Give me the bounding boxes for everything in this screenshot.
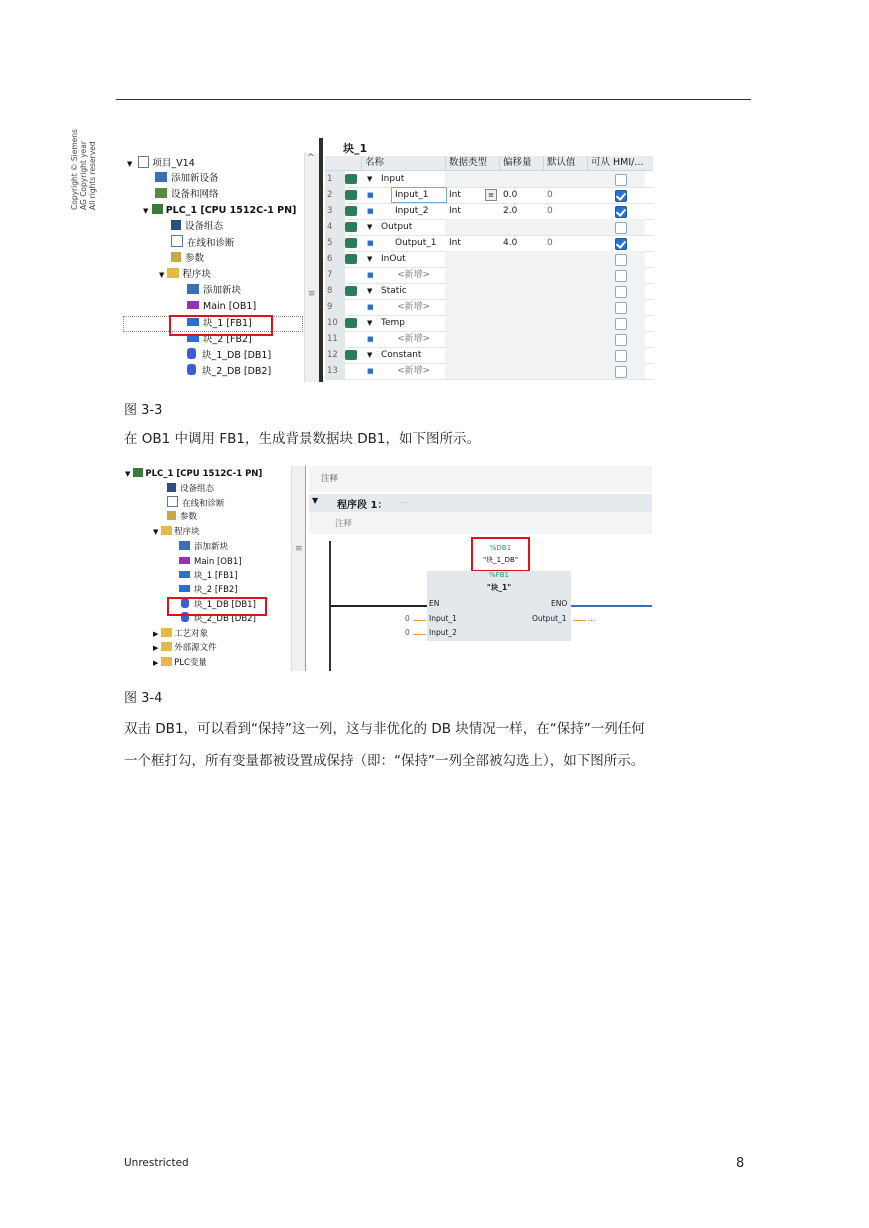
tree-item-devices-networks[interactable] bbox=[155, 187, 219, 202]
tree-item-parameters[interactable] bbox=[171, 251, 204, 266]
var-type[interactable]: Int bbox=[449, 190, 461, 200]
var-name[interactable]: Output bbox=[381, 222, 413, 232]
expand-arrow-icon[interactable]: ▼ bbox=[143, 207, 149, 215]
var-default[interactable]: 0 bbox=[547, 206, 553, 216]
var-name[interactable]: Static bbox=[381, 286, 407, 296]
figure-caption: 图 3-4 bbox=[124, 691, 163, 706]
tree-item-label: Main [OB1] bbox=[194, 557, 242, 567]
tree-item-add-block[interactable] bbox=[187, 283, 241, 298]
fb-address: %FB1 bbox=[489, 571, 509, 579]
var-name[interactable]: <新增> bbox=[397, 270, 431, 280]
tree-item-label: 设备组态 bbox=[180, 484, 215, 494]
expand-arrow-icon[interactable]: ▼ bbox=[125, 470, 131, 478]
instance-db-name[interactable]: "块_1_DB" bbox=[482, 556, 519, 564]
interface-section-icon bbox=[345, 238, 357, 248]
tree-item-label: 块_2_DB [DB2] bbox=[194, 614, 256, 624]
output-1-value[interactable]: ... bbox=[588, 614, 596, 623]
expand-arrow-icon[interactable]: ▼ bbox=[367, 319, 373, 327]
var-type[interactable]: Int bbox=[449, 206, 461, 216]
plc-icon bbox=[133, 468, 143, 477]
var-name[interactable]: Output_1 bbox=[395, 238, 437, 248]
tree-item-label: 块_1_DB [DB1] bbox=[194, 600, 256, 610]
network-title-placeholder[interactable]: .... bbox=[399, 496, 410, 505]
bullet-icon: ■ bbox=[367, 191, 374, 199]
bullet-icon: ■ bbox=[367, 335, 374, 343]
folder-icon bbox=[161, 628, 172, 637]
tree-item-label: 块_2_DB [DB2] bbox=[202, 366, 272, 377]
highlight-box bbox=[169, 315, 273, 336]
var-name[interactable]: <新增> bbox=[397, 334, 431, 344]
expand-arrow-icon[interactable]: ▼ bbox=[367, 223, 373, 231]
page-number: 8 bbox=[736, 1156, 745, 1171]
input-2-value[interactable]: 0 bbox=[405, 628, 410, 637]
tree-root[interactable] bbox=[127, 156, 195, 171]
interface-section-icon bbox=[345, 190, 357, 200]
tree-item-label: PLC_1 [CPU 1512C-1 PN] bbox=[145, 469, 263, 479]
tree-item-parameters[interactable] bbox=[167, 510, 197, 524]
tree-item-plc[interactable] bbox=[143, 203, 296, 218]
rung-line-out bbox=[571, 605, 652, 607]
interface-section-icon bbox=[345, 174, 357, 184]
expand-arrow-icon[interactable]: ▼ bbox=[367, 175, 373, 183]
table-row[interactable] bbox=[325, 363, 653, 380]
tree-item-db1[interactable] bbox=[187, 348, 271, 363]
table-row[interactable] bbox=[325, 299, 653, 316]
input-1-value[interactable]: 0 bbox=[405, 614, 410, 623]
copyright-line: Copyright © Siemens bbox=[70, 129, 79, 210]
tree-item-online-diag[interactable] bbox=[167, 496, 225, 510]
tree-item-main-ob1[interactable] bbox=[179, 555, 242, 569]
input-2-pin: Input_2 bbox=[429, 628, 457, 637]
table-row[interactable] bbox=[325, 315, 653, 332]
network-comment-area bbox=[309, 512, 652, 534]
col-header-name[interactable]: 名称 bbox=[361, 156, 449, 170]
en-pin: EN bbox=[429, 599, 440, 608]
var-type[interactable]: Int bbox=[449, 238, 461, 248]
table-row[interactable] bbox=[325, 203, 653, 220]
add-block-icon bbox=[179, 541, 190, 550]
table-row[interactable] bbox=[325, 283, 653, 300]
tree-item-label: 外部源文件 bbox=[174, 643, 217, 653]
tree-item-online-diag[interactable] bbox=[171, 235, 235, 250]
tree-item-label: PLC_1 [CPU 1512C-1 PN] bbox=[165, 205, 297, 216]
hmi-accessible-checkbox[interactable] bbox=[615, 222, 627, 234]
tree-root-label: 项目_V14 bbox=[152, 158, 195, 169]
row-number: 2 bbox=[325, 187, 345, 203]
tree-scrollbar[interactable] bbox=[304, 153, 319, 382]
row-number: 6 bbox=[325, 251, 345, 267]
diagnostics-icon bbox=[167, 496, 178, 507]
add-device-icon bbox=[155, 172, 167, 182]
row-number: 10 bbox=[325, 315, 345, 331]
header-rule bbox=[116, 99, 751, 100]
hmi-accessible-checkbox[interactable] bbox=[615, 286, 627, 298]
pane-divider[interactable] bbox=[319, 138, 323, 382]
hmi-accessible-checkbox[interactable] bbox=[615, 366, 627, 378]
device-config-icon bbox=[167, 483, 176, 492]
col-header-hmi[interactable]: 可从 HMI/... bbox=[587, 156, 653, 170]
tree-item-label: 块_1_DB [DB1] bbox=[202, 350, 272, 361]
var-name[interactable]: Temp bbox=[381, 318, 405, 328]
block-interface-table bbox=[325, 138, 653, 382]
wire-input-1 bbox=[413, 620, 426, 621]
tree-item-label: 添加新块 bbox=[203, 285, 242, 296]
hmi-accessible-checkbox[interactable] bbox=[615, 270, 627, 282]
row-number: 1 bbox=[325, 171, 345, 187]
folder-icon bbox=[167, 268, 179, 278]
ob-block-icon bbox=[187, 301, 199, 309]
folder-icon bbox=[161, 526, 172, 535]
scroll-up-icon[interactable]: ^ bbox=[307, 153, 315, 163]
project-tree bbox=[123, 466, 295, 671]
tree-item-label: 在线和诊断 bbox=[187, 238, 235, 249]
var-name[interactable]: <新增> bbox=[397, 302, 431, 312]
tree-item-external-sources[interactable] bbox=[153, 641, 217, 655]
eno-pin: ENO bbox=[551, 599, 568, 608]
ob-block-icon bbox=[179, 557, 190, 564]
var-name[interactable]: Constant bbox=[381, 350, 422, 360]
hmi-accessible-checkbox[interactable] bbox=[615, 206, 627, 218]
table-row[interactable] bbox=[325, 235, 653, 252]
row-number: 13 bbox=[325, 363, 345, 379]
tree-item-device-config[interactable] bbox=[167, 482, 214, 496]
device-config-icon bbox=[171, 220, 181, 230]
tree-item-label: 设备组态 bbox=[185, 221, 224, 232]
bullet-icon: ■ bbox=[367, 239, 374, 247]
tree-item-main-ob1[interactable] bbox=[187, 299, 256, 314]
hmi-accessible-checkbox[interactable] bbox=[615, 190, 627, 202]
parameters-icon bbox=[167, 511, 176, 520]
expand-arrow-icon[interactable]: ▼ bbox=[367, 255, 373, 263]
tree-item-plc-tags[interactable] bbox=[153, 656, 207, 670]
expand-arrow-icon[interactable]: ▼ bbox=[153, 528, 159, 536]
wire-output-1 bbox=[573, 620, 585, 621]
figure-caption: 图 3-3 bbox=[124, 403, 163, 418]
interface-section-icon bbox=[345, 318, 357, 328]
var-offset: 2.0 bbox=[503, 206, 518, 216]
var-name[interactable]: <新增> bbox=[397, 366, 431, 376]
wire-input-2 bbox=[413, 634, 426, 635]
block-title: 块_1 bbox=[343, 142, 368, 155]
hmi-accessible-checkbox[interactable] bbox=[615, 350, 627, 362]
expand-arrow-icon[interactable]: ▼ bbox=[127, 160, 133, 168]
hmi-accessible-checkbox[interactable] bbox=[615, 318, 627, 330]
folder-icon bbox=[161, 657, 172, 666]
tree-item-label: 添加新设备 bbox=[171, 173, 219, 184]
var-offset: 0.0 bbox=[503, 190, 518, 200]
tree-item-program-blocks[interactable] bbox=[159, 267, 211, 282]
interface-section-icon bbox=[345, 206, 357, 216]
tree-item-label: 参数 bbox=[180, 512, 198, 522]
project-tree bbox=[123, 138, 318, 382]
tree-item-label: 块_1 [FB1] bbox=[203, 318, 252, 329]
fb-block-icon bbox=[179, 585, 190, 592]
instance-db-address: %DB1 bbox=[489, 544, 512, 552]
var-default[interactable]: 0 bbox=[547, 238, 553, 248]
comment-label[interactable]: 注释 bbox=[321, 474, 339, 484]
hmi-accessible-checkbox[interactable] bbox=[615, 254, 627, 266]
project-icon bbox=[138, 156, 149, 168]
tree-item-plc[interactable] bbox=[125, 467, 262, 481]
tree-item-db2[interactable] bbox=[187, 364, 271, 379]
copyright-line: All rights reserved bbox=[88, 141, 97, 210]
var-name[interactable]: Input bbox=[381, 174, 405, 184]
tree-item-label: 块_2 [FB2] bbox=[194, 585, 238, 595]
tree-item-label: 程序块 bbox=[182, 269, 211, 280]
expand-arrow-icon[interactable]: ▶ bbox=[153, 659, 159, 667]
interface-section-icon bbox=[345, 222, 357, 232]
table-row[interactable] bbox=[325, 251, 653, 268]
bullet-icon: ■ bbox=[367, 207, 374, 215]
plc-icon bbox=[152, 204, 163, 214]
classification-label: Unrestricted bbox=[124, 1157, 189, 1169]
copyright-notice bbox=[70, 129, 97, 210]
paragraph-line: 双击 DB1，可以看到“保持”这一列，这与非优化的 DB 块情况一样，在“保持”一列任何 bbox=[124, 721, 645, 737]
tree-item-label: 块_2 [FB2] bbox=[203, 334, 252, 345]
pane-divider bbox=[305, 466, 306, 671]
row-number: 3 bbox=[325, 203, 345, 219]
expand-arrow-icon[interactable]: ▶ bbox=[153, 644, 159, 652]
output-1-pin: Output_1 bbox=[532, 614, 567, 623]
tree-item-label: 设备和网络 bbox=[171, 189, 219, 200]
var-name[interactable]: Input_1 bbox=[395, 190, 429, 200]
tree-item-label: 工艺对象 bbox=[174, 629, 209, 639]
col-header-default[interactable]: 默认值 bbox=[543, 156, 587, 170]
expand-arrow-icon[interactable]: ▶ bbox=[153, 630, 159, 638]
table-row[interactable] bbox=[325, 347, 653, 364]
figure-3-3 bbox=[123, 138, 653, 382]
diagnostics-icon bbox=[171, 235, 183, 247]
tree-item-tech-objects[interactable] bbox=[153, 627, 208, 641]
tree-item-fb1[interactable] bbox=[179, 569, 238, 583]
add-block-icon bbox=[187, 284, 199, 294]
fb-block-icon bbox=[179, 571, 190, 578]
table-row[interactable] bbox=[325, 267, 653, 284]
paragraph: 在 OB1 中调用 FB1，生成背景数据块 DB1，如下图所示。 bbox=[124, 431, 481, 447]
tree-item-label: Main [OB1] bbox=[203, 301, 257, 312]
folder-icon bbox=[161, 642, 172, 651]
row-number: 11 bbox=[325, 331, 345, 347]
row-number: 8 bbox=[325, 283, 345, 299]
expand-arrow-icon[interactable]: ▼ bbox=[367, 351, 373, 359]
tree-item-label: 程序块 bbox=[174, 527, 200, 537]
parameters-icon bbox=[171, 252, 181, 262]
bullet-icon: ■ bbox=[367, 303, 374, 311]
interface-section-icon bbox=[345, 286, 357, 296]
table-row[interactable] bbox=[325, 171, 653, 188]
var-name[interactable]: Input_2 bbox=[395, 206, 429, 216]
collapse-arrow-icon[interactable]: ▼ bbox=[312, 496, 319, 505]
table-header bbox=[325, 156, 653, 171]
copyright-line: AG Copyright year bbox=[79, 141, 88, 210]
tree-item-label: PLC变量 bbox=[174, 658, 207, 668]
block-comment-area bbox=[309, 466, 652, 492]
tree-scrollbar[interactable] bbox=[291, 466, 306, 671]
network-title: 程序段 1： bbox=[337, 500, 388, 511]
hmi-accessible-checkbox[interactable] bbox=[615, 238, 627, 250]
hmi-accessible-checkbox[interactable] bbox=[615, 334, 627, 346]
interface-section-icon bbox=[345, 254, 357, 264]
highlight-box bbox=[167, 597, 267, 616]
tree-item-device-config[interactable] bbox=[171, 219, 223, 234]
row-number: 4 bbox=[325, 219, 345, 235]
input-1-pin: Input_1 bbox=[429, 614, 457, 623]
tree-item-add-block[interactable] bbox=[179, 540, 228, 554]
expand-arrow-icon[interactable]: ▼ bbox=[159, 271, 165, 279]
tree-item-label: 添加新块 bbox=[194, 542, 229, 552]
row-number: 5 bbox=[325, 235, 345, 251]
hmi-accessible-checkbox[interactable] bbox=[615, 302, 627, 314]
row-number: 9 bbox=[325, 299, 345, 315]
interface-section-icon bbox=[345, 350, 357, 360]
var-name[interactable]: InOut bbox=[381, 254, 406, 264]
cell-edit-focus[interactable] bbox=[391, 187, 447, 203]
tree-item-label: 块_1 [FB1] bbox=[194, 571, 238, 581]
paragraph-line: 一个框打勾，所有变量都被设置成保持（即：“保持”一列全部被勾选上），如下图所示。 bbox=[124, 753, 645, 769]
tree-item-add-device[interactable] bbox=[155, 171, 219, 186]
db-block-icon bbox=[187, 348, 196, 359]
tree-item-label: 在线和诊断 bbox=[182, 499, 225, 509]
tree-item-program-blocks[interactable] bbox=[153, 525, 200, 539]
splitter-grip-icon[interactable]: ≡ bbox=[308, 289, 316, 299]
table-row[interactable] bbox=[325, 331, 653, 348]
comment-label[interactable]: 注释 bbox=[335, 519, 353, 529]
network-header[interactable] bbox=[309, 494, 652, 512]
row-number: 7 bbox=[325, 267, 345, 283]
bullet-icon: ■ bbox=[367, 367, 374, 375]
tree-item-label: 参数 bbox=[185, 253, 205, 264]
network-icon bbox=[155, 188, 167, 198]
type-picker-button[interactable]: ≡ bbox=[485, 189, 497, 201]
db-block-icon bbox=[187, 364, 196, 375]
expand-arrow-icon[interactable]: ▼ bbox=[367, 287, 373, 295]
hmi-accessible-checkbox[interactable] bbox=[615, 174, 627, 186]
splitter-grip-icon[interactable]: ≡ bbox=[295, 544, 303, 554]
fb-name: "块_1" bbox=[486, 583, 512, 592]
col-header-type[interactable]: 数据类型 bbox=[445, 156, 499, 170]
rung-line bbox=[331, 605, 427, 607]
figure-3-4 bbox=[123, 466, 652, 671]
table-row[interactable] bbox=[325, 219, 653, 236]
col-header-offset[interactable]: 偏移量 bbox=[499, 156, 543, 170]
var-default[interactable]: 0 bbox=[547, 190, 553, 200]
bullet-icon: ■ bbox=[367, 271, 374, 279]
tree-item-fb2[interactable] bbox=[179, 583, 238, 597]
row-number: 12 bbox=[325, 347, 345, 363]
var-offset: 4.0 bbox=[503, 238, 518, 248]
